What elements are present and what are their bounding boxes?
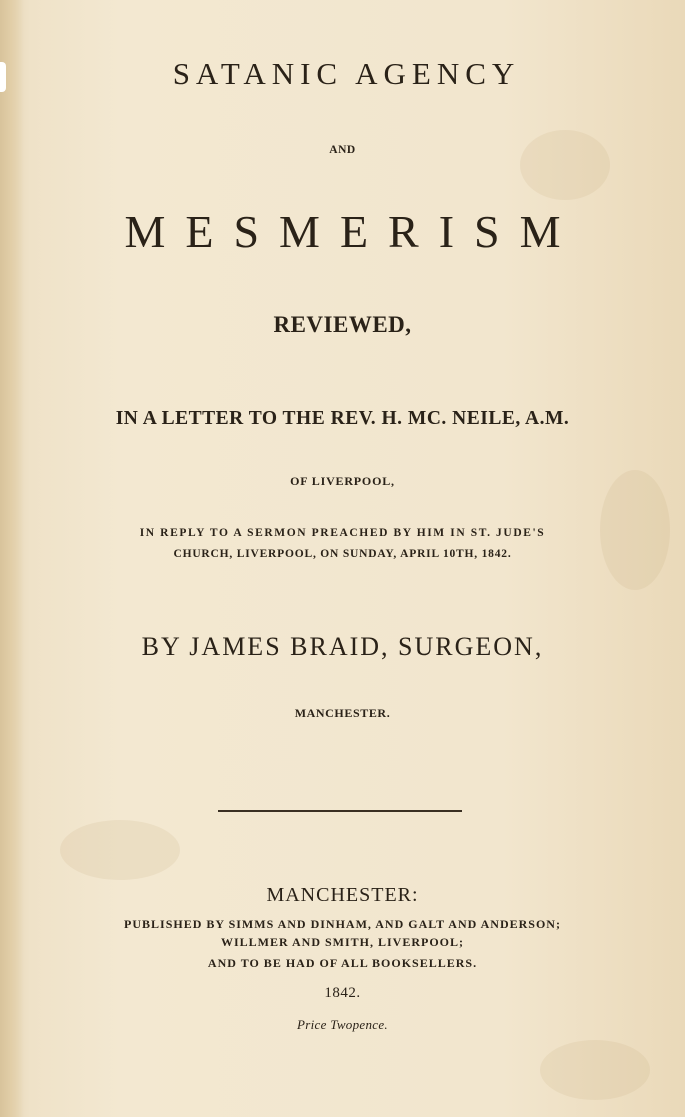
author-place: MANCHESTER.	[294, 706, 391, 720]
title-line-2: MESMERISM	[124, 206, 581, 257]
imprint-publishers-line-1: PUBLISHED BY SIMMS AND DINHAM, AND GALT AND ANDERSON;	[124, 917, 561, 931]
imprint-price: Price Twopence.	[297, 1017, 388, 1032]
title-line-1: SATANIC AGENCY	[172, 56, 521, 91]
subtitle-place: OF LIVERPOOL,	[290, 474, 395, 488]
divider-rule	[218, 810, 462, 812]
subtitle-reply-line-2: CHURCH, LIVERPOOL, ON SUNDAY, APRIL 10TH, 1842.	[173, 548, 512, 560]
imprint-publishers-line-3: AND TO BE HAD OF ALL BOOKSELLERS.	[207, 956, 478, 970]
paper-stain	[520, 130, 610, 200]
title-line-3: REVIEWED,	[273, 312, 412, 337]
paper-stain	[540, 1040, 650, 1100]
subtitle-letter: IN A LETTER TO THE REV. H. MC. NEILE, A.M.	[115, 408, 570, 429]
imprint-year: 1842.	[324, 985, 361, 1001]
imprint-publishers-line-2: WILLMER AND SMITH, LIVERPOOL;	[220, 935, 465, 949]
paper-stain	[60, 820, 180, 880]
imprint-city: MANCHESTER:	[266, 884, 419, 906]
subtitle-reply-line-1: IN REPLY TO A SERMON PREACHED BY HIM IN ST. JUDE'S	[139, 527, 546, 539]
title-conjunction: AND	[329, 144, 356, 156]
author-byline: BY JAMES BRAID, SURGEON,	[141, 632, 544, 661]
